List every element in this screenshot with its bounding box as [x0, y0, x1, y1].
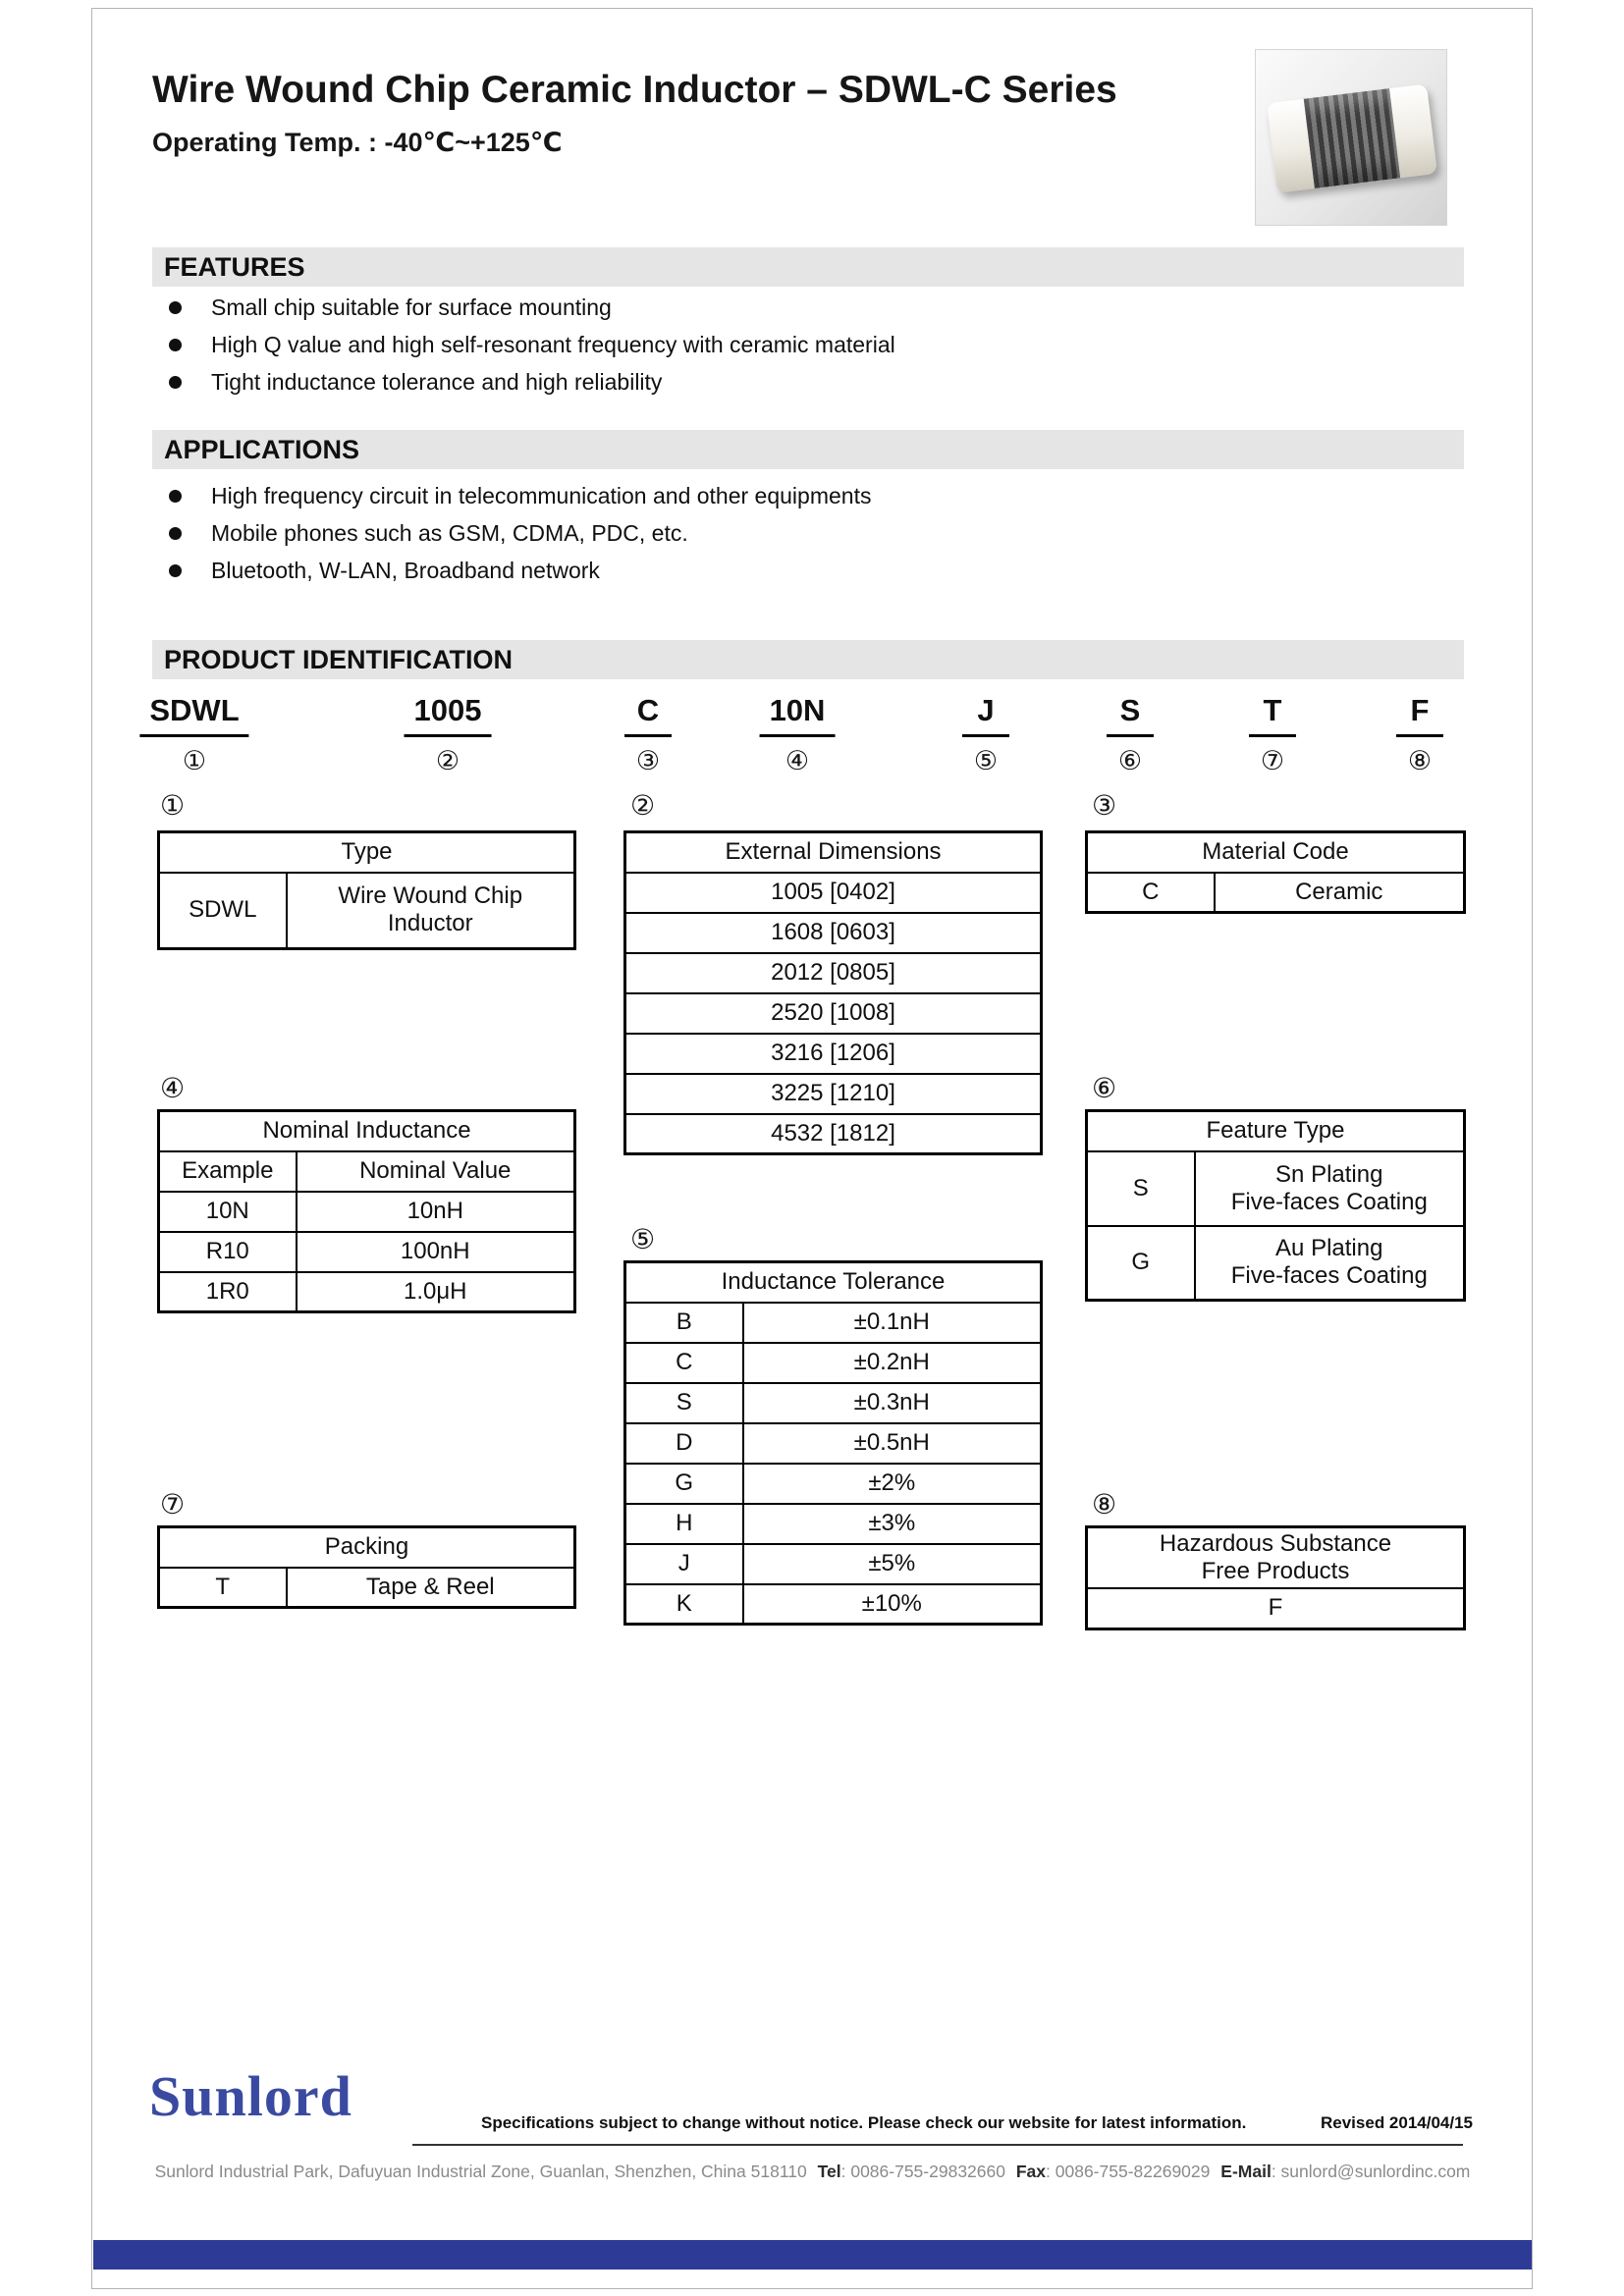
hazardous-table-marker: ⑧: [1092, 1489, 1117, 1520]
inductance-tolerance-table: [623, 1260, 1043, 1626]
material-code-table: [1085, 830, 1466, 914]
feature-item: [169, 369, 662, 396]
type-value-line: Wire Wound Chip: [338, 882, 523, 910]
bullet-icon: [169, 527, 182, 540]
application-item-text: High frequency circuit in telecommunication and other equipments: [211, 483, 872, 508]
dimensions-table-marker: ②: [630, 790, 656, 821]
feature-row-key: G: [1087, 1226, 1195, 1301]
tolerance-row-key: B: [625, 1303, 743, 1343]
dimension-row: 1005 [0402]: [625, 873, 1042, 913]
feature-item-text: High Q value and high self-resonant frequency with ceramic material: [211, 332, 895, 357]
part-code-segment-material: [624, 693, 672, 776]
material-key: C: [1087, 873, 1215, 913]
feature-row-value: [1195, 1151, 1465, 1226]
part-code-text: 1005: [405, 693, 492, 737]
part-code-marker: ⑧: [1407, 746, 1433, 775]
dimension-row: 3225 [1210]: [625, 1074, 1042, 1114]
email-address: : sunlord@sunlordinc.com: [1271, 2162, 1471, 2181]
tolerance-row-key: D: [625, 1423, 743, 1464]
tolerance-table-title: Inductance Tolerance: [625, 1262, 1042, 1303]
feature-item: [169, 332, 895, 358]
operating-temp: Operating Temp. : -40℃~+125℃: [152, 128, 563, 157]
feature-table-title: Feature Type: [1087, 1111, 1465, 1151]
part-code-segment-type: [139, 693, 248, 776]
nominal-row-key: R10: [159, 1232, 297, 1272]
chip-coil: [1304, 88, 1401, 188]
part-code-text: F: [1396, 693, 1443, 737]
feature-item-text: Small chip suitable for surface mounting: [211, 294, 612, 320]
type-table-value: [287, 873, 575, 949]
page-title: Wire Wound Chip Ceramic Inductor – SDWL-C Series: [152, 69, 1117, 111]
type-table-marker: ①: [160, 790, 186, 821]
tolerance-row-key: H: [625, 1504, 743, 1544]
part-code-text: 10N: [760, 693, 836, 737]
part-code-segment-feature: [1107, 693, 1154, 776]
fax-label: Fax: [1015, 2162, 1047, 2181]
hazardous-table-title: [1087, 1527, 1465, 1589]
material-value: Ceramic: [1215, 873, 1465, 913]
feature-value-line: Five-faces Coating: [1230, 1188, 1428, 1215]
part-code-segment-hazardous: [1396, 693, 1443, 776]
tel-label: Tel: [817, 2162, 841, 2181]
tolerance-row-value: ±10%: [743, 1584, 1042, 1625]
part-code-text: T: [1249, 693, 1296, 737]
dimension-row: 3216 [1206]: [625, 1034, 1042, 1074]
application-item-text: Bluetooth, W-LAN, Broadband network: [211, 558, 600, 583]
dimension-row: 1608 [0603]: [625, 913, 1042, 953]
tolerance-row-value: ±5%: [743, 1544, 1042, 1584]
tel-number: : 0086-755-29832660: [840, 2162, 1005, 2181]
bullet-icon: [169, 376, 182, 389]
product-photo: [1255, 49, 1447, 226]
packing-table-marker: ⑦: [160, 1489, 186, 1520]
footer-address: [93, 2162, 1532, 2182]
part-code-segment-packing: [1249, 693, 1296, 776]
sunlord-logo: Sunlord: [149, 2064, 352, 2128]
features-heading: FEATURES: [152, 247, 1464, 287]
part-code-text: SDWL: [139, 693, 248, 737]
part-code-segment-dimensions: [405, 693, 492, 776]
dimensions-table-title: External Dimensions: [625, 832, 1042, 873]
feature-type-table: [1085, 1109, 1466, 1302]
company-address: Sunlord Industrial Park, Dafuyuan Industrial Zone, Guanlan, Shenzhen, China 518110: [154, 2162, 807, 2181]
type-table-key: SDWL: [159, 873, 287, 949]
type-table-title: Type: [159, 832, 575, 873]
application-item: [169, 483, 871, 509]
feature-row-key: S: [1087, 1151, 1195, 1226]
packing-table-title: Packing: [159, 1527, 575, 1568]
nominal-row-value: 10nH: [297, 1192, 575, 1232]
part-code-marker: ③: [635, 746, 661, 775]
feature-item: [169, 294, 612, 321]
feature-row-value: [1195, 1226, 1465, 1301]
material-table-title: Material Code: [1087, 832, 1465, 873]
nominal-table-title: Nominal Inductance: [159, 1111, 575, 1151]
type-value-line: Inductor: [387, 910, 473, 937]
product-identification-heading: PRODUCT IDENTIFICATION: [152, 640, 1464, 679]
chip-inductor-image: [1267, 83, 1437, 192]
bullet-icon: [169, 490, 182, 503]
tolerance-row-value: ±3%: [743, 1504, 1042, 1544]
application-item: [169, 520, 688, 547]
hazardous-title-line: Free Products: [1201, 1558, 1350, 1584]
tolerance-row-key: K: [625, 1584, 743, 1625]
feature-item-text: Tight inductance tolerance and high reliability: [211, 369, 663, 395]
nominal-col-value: Nominal Value: [297, 1151, 575, 1192]
dimension-row: 2520 [1008]: [625, 993, 1042, 1034]
applications-heading: APPLICATIONS: [152, 430, 1464, 469]
tolerance-row-key: C: [625, 1343, 743, 1383]
email-label: E-Mail: [1220, 2162, 1272, 2181]
feature-table-marker: ⑥: [1092, 1073, 1117, 1103]
footer-revised-date: Revised 2014/04/15: [1321, 2113, 1474, 2132]
part-code-marker: ④: [785, 746, 810, 775]
feature-value-line: Five-faces Coating: [1230, 1262, 1428, 1290]
part-code-marker: ⑥: [1117, 746, 1143, 775]
hazardous-substance-table: [1085, 1525, 1466, 1630]
tolerance-table-marker: ⑤: [630, 1224, 656, 1255]
nominal-col-example: Example: [159, 1151, 297, 1192]
bullet-icon: [169, 339, 182, 351]
part-code-segment-tolerance: [962, 693, 1009, 776]
tolerance-row-value: ±0.5nH: [743, 1423, 1042, 1464]
dimension-row: 4532 [1812]: [625, 1114, 1042, 1154]
nominal-row-value: 100nH: [297, 1232, 575, 1272]
nominal-row-value: 1.0μH: [297, 1272, 575, 1312]
part-code-marker: ⑦: [1260, 746, 1285, 775]
tolerance-row-key: J: [625, 1544, 743, 1584]
tolerance-row-key: S: [625, 1383, 743, 1423]
packing-value: Tape & Reel: [287, 1568, 575, 1608]
nominal-row-key: 10N: [159, 1192, 297, 1232]
type-table: [157, 830, 576, 950]
nominal-table-marker: ④: [160, 1073, 186, 1103]
nominal-inductance-table: [157, 1109, 576, 1313]
part-code-text: S: [1107, 693, 1154, 737]
material-table-marker: ③: [1092, 790, 1117, 821]
external-dimensions-table: [623, 830, 1043, 1155]
feature-value-line: Sn Plating: [1275, 1160, 1383, 1188]
feature-value-line: Au Plating: [1275, 1235, 1383, 1262]
part-code-marker: ①: [182, 746, 207, 775]
application-item: [169, 558, 600, 584]
footer-divider: [412, 2144, 1463, 2146]
dimension-row: 2012 [0805]: [625, 953, 1042, 993]
hazardous-value: F: [1087, 1588, 1465, 1629]
tolerance-row-value: ±0.1nH: [743, 1303, 1042, 1343]
packing-key: T: [159, 1568, 287, 1608]
packing-table: [157, 1525, 576, 1609]
part-code-marker: ②: [435, 746, 460, 775]
tolerance-row-value: ±0.3nH: [743, 1383, 1042, 1423]
tolerance-row-value: ±0.2nH: [743, 1343, 1042, 1383]
application-item-text: Mobile phones such as GSM, CDMA, PDC, etc.: [211, 520, 688, 546]
nominal-row-key: 1R0: [159, 1272, 297, 1312]
part-code-segment-inductance: [760, 693, 836, 776]
part-code-marker: ⑤: [973, 746, 999, 775]
bullet-icon: [169, 301, 182, 314]
tolerance-row-key: G: [625, 1464, 743, 1504]
footer-accent-bar: [93, 2240, 1532, 2269]
part-code-text: C: [624, 693, 672, 737]
fax-number: : 0086-755-82269029: [1046, 2162, 1211, 2181]
bullet-icon: [169, 564, 182, 577]
tolerance-row-value: ±2%: [743, 1464, 1042, 1504]
hazardous-title-line: Hazardous Substance: [1159, 1530, 1392, 1557]
part-code-text: J: [962, 693, 1009, 737]
footer-notice: Specifications subject to change without notice. Please check our website for latest information.: [481, 2113, 1247, 2132]
